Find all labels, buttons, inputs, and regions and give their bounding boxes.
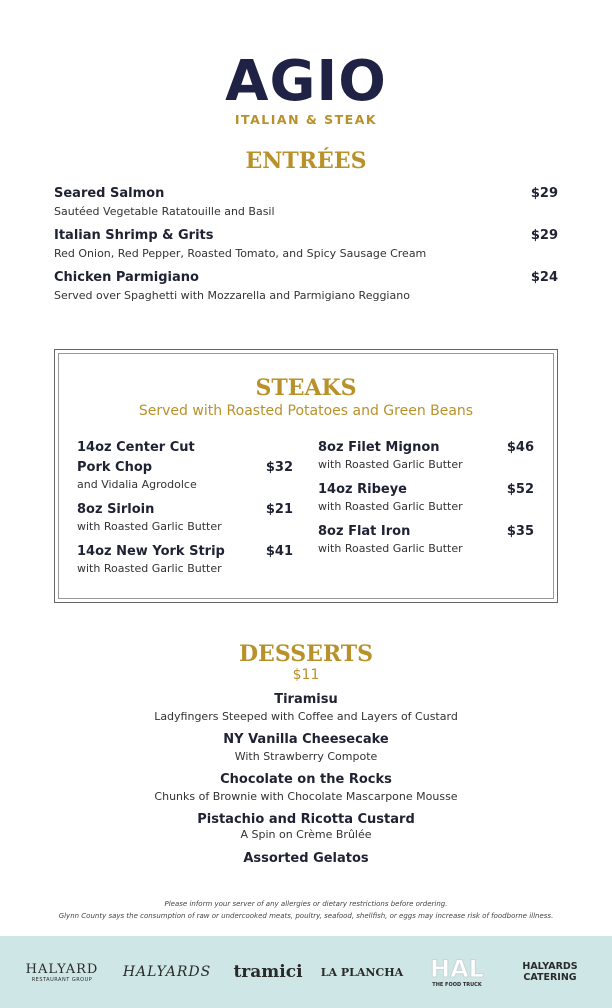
steak-desc: and Vidalia Agrodolce [77, 478, 197, 491]
dessert-name: Tiramisu [274, 692, 338, 707]
footer-brand-band [0, 936, 612, 1008]
restaurant-logo: AGIO [225, 49, 387, 114]
steak-name: 8oz Filet Mignon [318, 440, 440, 455]
brand-catering-line1: HALYARDS [522, 961, 578, 972]
steak-desc: with Roasted Garlic Butter [318, 500, 463, 513]
dessert-name: Chocolate on the Rocks [220, 772, 392, 787]
dessert-name: Pistachio and Ricotta Custard [197, 812, 415, 827]
entree-price: $29 [530, 186, 558, 201]
steak-price: $41 [265, 544, 293, 559]
dessert-desc: With Strawberry Compote [234, 750, 378, 763]
health-advisory: Glynn County says the consumption of raw or undercooked meats, poultry, seafood, shellfish, or eggs may increase risk of foodborne illness. [58, 912, 554, 920]
entree-desc: Red Onion, Red Pepper, Roasted Tomato, and Spicy Sausage Cream [54, 247, 427, 260]
steak-name: 14oz New York Strip [77, 544, 225, 559]
desserts-heading: DESSERTS [238, 641, 374, 667]
steaks-subheading: Served with Roasted Potatoes and Green Beans [138, 403, 474, 419]
brand-hal-subtext: THE FOOD TRUCK [432, 982, 482, 988]
steaks-heading: STEAKS [255, 375, 357, 401]
brand-hal-food-truck [424, 936, 490, 1008]
steak-desc: with Roasted Garlic Butter [77, 520, 222, 533]
entree-desc: Sautéed Vegetable Ratatouille and Basil [54, 205, 275, 218]
steak-desc: with Roasted Garlic Butter [77, 562, 222, 575]
steak-name: Pork Chop [77, 460, 153, 475]
entrees-heading: ENTRÉES [245, 148, 367, 174]
brand-tramici: tramici [233, 962, 303, 982]
entree-name: Italian Shrimp & Grits [54, 228, 214, 243]
steak-price: $35 [506, 524, 534, 539]
dessert-name: NY Vanilla Cheesecake [223, 732, 389, 747]
brand-catering-line2: CATERING [523, 972, 577, 983]
entree-desc: Served over Spaghetti with Mozzarella and Parmigiano Reggiano [54, 289, 410, 302]
steak-desc: with Roasted Garlic Butter [318, 542, 463, 555]
steak-price: $32 [265, 460, 293, 475]
brand-halyard-subtext: RESTAURANT GROUP [31, 976, 93, 983]
steak-price: $46 [506, 440, 534, 455]
brand-hal-text: HAL [430, 955, 484, 983]
restaurant-tagline: ITALIAN & STEAK [234, 112, 378, 127]
brand-halyard-restaurant-group [22, 936, 102, 1008]
dessert-name: Assorted Gelatos [243, 851, 369, 866]
brand-halyards-catering [508, 936, 592, 1008]
entree-name: Seared Salmon [54, 186, 165, 201]
steak-name: 8oz Sirloin [77, 502, 155, 517]
dessert-desc: Ladyfingers Steeped with Coffee and Layers of Custard [154, 710, 458, 723]
entree-price: $24 [530, 270, 558, 285]
steak-name-line1: 14oz Center Cut [77, 440, 195, 455]
desserts-price: $11 [292, 667, 320, 683]
entree-name: Chicken Parmigiano [54, 270, 199, 285]
steak-desc: with Roasted Garlic Butter [318, 458, 463, 471]
dessert-desc: Chunks of Brownie with Chocolate Mascarpone Mousse [154, 790, 458, 803]
steak-price: $21 [265, 502, 293, 517]
steak-name: 14oz Ribeye [318, 482, 407, 497]
steak-name: 8oz Flat Iron [318, 524, 411, 539]
entree-price: $29 [530, 228, 558, 243]
dessert-desc: A Spin on Crème Brûlée [240, 828, 372, 841]
allergy-note: Please inform your server of any allergies or dietary restrictions before ordering. [164, 900, 448, 908]
steak-price: $52 [506, 482, 534, 497]
brand-halyard-text: HALYARD [25, 961, 99, 977]
brand-la-plancha: LA PLANCHA [320, 965, 404, 979]
brand-halyards: HALYARDS [122, 964, 212, 980]
